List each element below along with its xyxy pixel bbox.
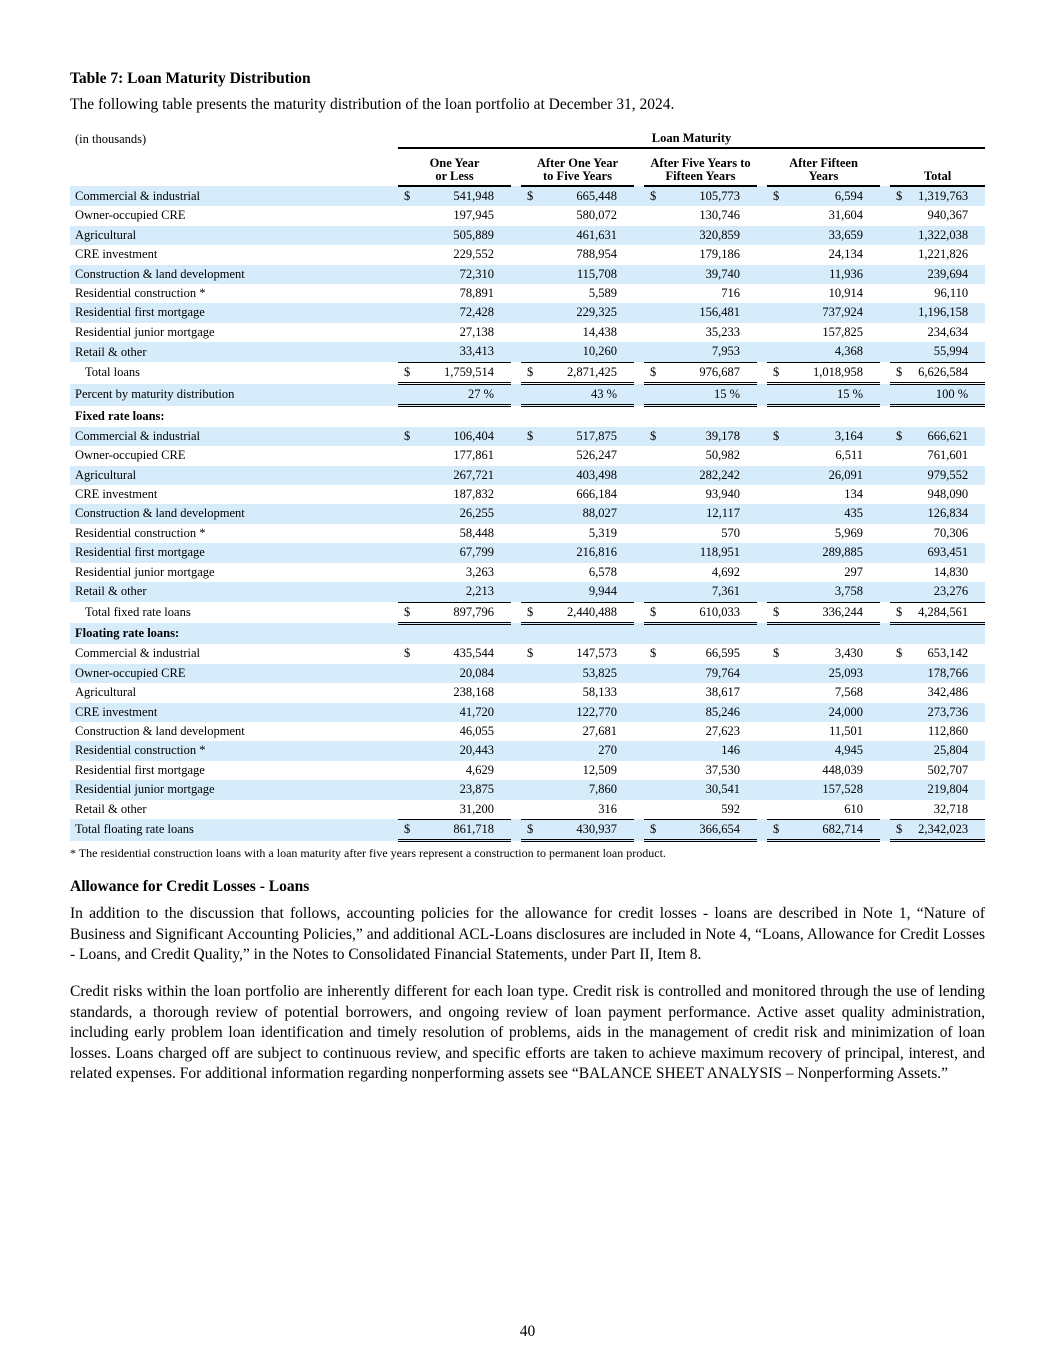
cell-value: 297	[844, 564, 863, 579]
percent-row	[70, 384, 985, 406]
cell-value: 70,306	[933, 525, 969, 540]
cell-value: 6,578	[588, 564, 617, 579]
cell-value: 11,936	[787, 265, 880, 284]
row-label: Total loans	[85, 365, 141, 380]
currency-symbol: $	[644, 819, 664, 840]
cell-value: 1,196,158	[910, 303, 985, 322]
cell-value: 33,659	[787, 226, 880, 245]
cell-value: 6,594	[787, 186, 880, 206]
currency-symbol: $	[644, 427, 664, 446]
row-label: Residential first mortgage	[70, 543, 388, 562]
row-label: Commercial & industrial	[75, 646, 200, 661]
cell-value: 115,708	[541, 265, 634, 284]
currency-symbol: $	[521, 602, 541, 623]
cell-value: 665,448	[541, 186, 634, 206]
cell-value: 43 %	[541, 384, 634, 406]
cell-value: 9,944	[541, 582, 634, 602]
cell-value: 157,528	[787, 780, 880, 799]
table-row	[70, 245, 985, 264]
cell-value: 897,796	[418, 602, 511, 623]
cell-value: 502,707	[927, 762, 969, 777]
cell-value: 682,714	[787, 819, 880, 840]
cell-value: 27 %	[418, 384, 511, 406]
row-label: Floating rate loans:	[70, 623, 388, 644]
table-row	[70, 186, 985, 206]
cell-value: 435	[787, 504, 880, 523]
table-row	[70, 466, 985, 485]
total-row	[70, 819, 985, 840]
cell-value: 1,221,826	[918, 247, 969, 262]
row-label: Retail & other	[70, 582, 388, 602]
cell-value: 79,764	[664, 664, 757, 683]
cell-value: 1,322,038	[910, 226, 985, 245]
cell-value: 3,430	[834, 646, 863, 661]
cell-value: 270	[541, 741, 634, 760]
cell-value: 96,110	[934, 286, 969, 301]
cell-value: 58,133	[582, 685, 617, 700]
cell-value: 24,000	[787, 703, 880, 722]
cell-value: 366,654	[664, 819, 757, 840]
cell-value: 716	[721, 286, 740, 301]
cell-value: 979,552	[910, 466, 985, 485]
cell-value: 336,244	[787, 602, 880, 623]
currency-symbol: $	[767, 602, 787, 623]
total-row	[70, 602, 985, 623]
cell-value: 112,860	[927, 723, 969, 738]
cell-value: 58,448	[459, 525, 494, 540]
cell-value: 187,832	[453, 487, 494, 502]
currency-symbol: $	[644, 362, 664, 383]
cell-value: 14,438	[582, 324, 617, 339]
cell-value: 435,544	[453, 646, 494, 661]
table-row	[70, 722, 985, 741]
cell-value: 156,481	[664, 303, 757, 322]
currency-symbol: $	[527, 646, 534, 661]
cell-value: 541,948	[418, 186, 511, 206]
cell-value: 157,825	[822, 324, 863, 339]
cell-value: 526,247	[576, 448, 617, 463]
column-header: After One Year to Five Years	[521, 148, 634, 186]
cell-value: 20,443	[418, 741, 511, 760]
table-row	[70, 683, 985, 702]
table-title: Table 7: Loan Maturity Distribution	[70, 70, 311, 87]
table-row	[70, 206, 985, 225]
row-label: Residential first mortgage	[70, 303, 388, 322]
table-row	[70, 226, 985, 245]
table-row	[70, 582, 985, 602]
cell-value: 403,498	[541, 466, 634, 485]
currency-symbol: $	[767, 362, 787, 383]
table-row	[70, 284, 985, 303]
cell-value: 2,342,023	[910, 819, 985, 840]
group-header: Loan Maturity	[398, 129, 985, 148]
cell-value: 72,428	[418, 303, 511, 322]
cell-value: 4,692	[711, 564, 740, 579]
cell-value: 35,233	[705, 324, 740, 339]
cell-value: 580,072	[576, 208, 617, 223]
cell-value: 219,804	[910, 780, 985, 799]
cell-value: 289,885	[787, 543, 880, 562]
table-row	[70, 741, 985, 760]
cell-value: 10,260	[541, 342, 634, 362]
cell-value: 976,687	[664, 362, 757, 383]
currency-symbol: $	[767, 186, 787, 206]
table-row	[70, 446, 985, 465]
table-row	[70, 800, 985, 820]
row-label: Construction & land development	[75, 723, 245, 738]
currency-symbol: $	[521, 819, 541, 840]
section-row	[70, 406, 985, 427]
cell-value: 570	[721, 525, 740, 540]
cell-value: 130,746	[699, 208, 740, 223]
cell-value: 12,117	[664, 504, 757, 523]
cell-value: 38,617	[705, 685, 740, 700]
cell-value: 146	[664, 741, 757, 760]
cell-value: 66,595	[705, 646, 740, 661]
cell-value: 238,168	[453, 685, 494, 700]
cell-value: 653,142	[927, 646, 969, 661]
table-row	[70, 524, 985, 543]
row-label: Retail & other	[75, 801, 147, 816]
cell-value: 6,511	[835, 448, 863, 463]
cell-value: 4,368	[787, 342, 880, 362]
cell-value: 25,804	[910, 741, 985, 760]
row-label: Construction & land development	[70, 265, 388, 284]
row-label: Commercial & industrial	[70, 427, 388, 446]
cell-value: 14,830	[933, 564, 969, 579]
footnote: * The residential construction loans with a loan maturity after five years represent a construction to permanent loan product.	[70, 846, 666, 860]
cell-value: 126,834	[910, 504, 985, 523]
cell-value: 32,718	[933, 801, 969, 816]
cell-value: 1,319,763	[910, 186, 985, 206]
cell-value: 55,994	[910, 342, 985, 362]
cell-value: 50,982	[705, 448, 740, 463]
cell-value: 177,861	[453, 448, 494, 463]
cell-value: 53,825	[541, 664, 634, 683]
loan-maturity-table	[70, 129, 985, 842]
cell-value: 10,914	[828, 286, 863, 301]
row-label: Agricultural	[70, 466, 388, 485]
row-label: CRE investment	[70, 703, 388, 722]
cell-value: 33,413	[418, 342, 511, 362]
cell-value: 948,090	[927, 487, 969, 502]
cell-value: 2,871,425	[541, 362, 634, 383]
cell-value: 5,589	[588, 286, 617, 301]
cell-value: 4,629	[465, 762, 494, 777]
currency-symbol: $	[896, 646, 903, 661]
section-heading: Allowance for Credit Losses - Loans	[70, 878, 310, 895]
cell-value: 505,889	[418, 226, 511, 245]
cell-value: 15 %	[664, 384, 757, 406]
row-label: Construction & land development	[70, 504, 388, 523]
cell-value: 666,184	[576, 487, 617, 502]
cell-value: 25,093	[787, 664, 880, 683]
cell-value: 282,242	[664, 466, 757, 485]
row-label: CRE investment	[75, 247, 158, 262]
cell-value: 37,530	[705, 762, 740, 777]
units-label: (in thousands)	[75, 131, 147, 146]
cell-value: 39,178	[664, 427, 757, 446]
cell-value: 3,164	[787, 427, 880, 446]
row-label: Retail & other	[70, 342, 388, 362]
table-row	[70, 761, 985, 780]
cell-value: 737,924	[787, 303, 880, 322]
cell-value: 940,367	[927, 208, 969, 223]
row-label: Agricultural	[70, 226, 388, 245]
cell-value: 85,246	[664, 703, 757, 722]
cell-value: 861,718	[418, 819, 511, 840]
cell-value: 100 %	[910, 384, 985, 406]
column-header: After Five Years to Fifteen Years	[644, 148, 757, 186]
cell-value: 72,310	[418, 265, 511, 284]
cell-value: 24,134	[828, 247, 863, 262]
row-label: Fixed rate loans:	[75, 408, 165, 423]
table-row	[70, 563, 985, 582]
cell-value: 234,634	[927, 324, 969, 339]
cell-value: 761,601	[927, 448, 969, 463]
cell-value: 27,681	[582, 723, 617, 738]
cell-value: 7,568	[834, 685, 863, 700]
cell-value: 592	[721, 801, 740, 816]
cell-value: 267,721	[418, 466, 511, 485]
cell-value: 118,951	[664, 543, 757, 562]
row-label: Residential junior mortgage	[75, 324, 215, 339]
cell-value: 178,766	[910, 664, 985, 683]
column-header-row	[70, 148, 985, 186]
column-header: After Fifteen Years	[767, 148, 880, 186]
currency-symbol: $	[398, 602, 418, 623]
column-header: One Year or Less	[398, 148, 511, 186]
cell-value: 23,875	[418, 780, 511, 799]
row-label: Commercial & industrial	[70, 186, 388, 206]
currency-symbol: $	[890, 602, 910, 623]
cell-value: 11,501	[829, 723, 863, 738]
cell-value: 273,736	[910, 703, 985, 722]
table-row	[70, 485, 985, 504]
row-label: Residential construction *	[75, 525, 206, 540]
paragraph: In addition to the discussion that follows, accounting policies for the allowance for credit losses - loans are described in Note 1, “Nature of Business and Significant Accounting Policies,” and additional ACL-Loans disclosures are included in Note 4, “Loans, Allowance for Credit Losses - Loans, and Credit Quality,” in the Notes to Consolidated Financial Statements, under Part II, Item 8.	[70, 905, 985, 963]
cell-value: 7,860	[541, 780, 634, 799]
currency-symbol: $	[404, 646, 411, 661]
cell-value: 610,033	[664, 602, 757, 623]
currency-symbol: $	[890, 362, 910, 383]
row-label: Residential construction *	[70, 741, 388, 760]
cell-value: 20,084	[418, 664, 511, 683]
cell-value: 461,631	[541, 226, 634, 245]
cell-value: 106,404	[418, 427, 511, 446]
cell-value: 788,954	[576, 247, 617, 262]
table-row	[70, 780, 985, 799]
column-header: Total	[890, 148, 985, 186]
cell-value: 6,626,584	[910, 362, 985, 383]
row-label: Owner-occupied CRE	[70, 664, 388, 683]
currency-symbol: $	[521, 362, 541, 383]
cell-value: 229,552	[453, 247, 494, 262]
table-row	[70, 504, 985, 523]
table-row	[70, 427, 985, 446]
cell-value: 5,319	[588, 525, 617, 540]
currency-symbol: $	[644, 602, 664, 623]
cell-value: 147,573	[576, 646, 617, 661]
cell-value: 27,623	[705, 723, 740, 738]
row-label: Residential construction *	[75, 286, 206, 301]
table-row	[70, 323, 985, 342]
cell-value: 39,740	[664, 265, 757, 284]
cell-value: 78,891	[459, 286, 494, 301]
cell-value: 7,953	[664, 342, 757, 362]
cell-value: 4,945	[787, 741, 880, 760]
currency-symbol: $	[398, 427, 418, 446]
cell-value: 93,940	[705, 487, 740, 502]
currency-symbol: $	[773, 646, 780, 661]
cell-value: 26,091	[787, 466, 880, 485]
row-label: CRE investment	[75, 487, 158, 502]
currency-symbol: $	[890, 427, 910, 446]
table-row	[70, 303, 985, 322]
cell-value: 23,276	[910, 582, 985, 602]
table-row	[70, 703, 985, 722]
currency-symbol: $	[890, 819, 910, 840]
cell-value: 12,509	[582, 762, 617, 777]
table-row	[70, 342, 985, 362]
cell-value: 7,361	[664, 582, 757, 602]
cell-value: 1,018,958	[787, 362, 880, 383]
table-intro: The following table presents the maturity distribution of the loan portfolio at December 31, 2024.	[70, 96, 675, 113]
cell-value: 216,816	[541, 543, 634, 562]
row-label: Total fixed rate loans	[85, 605, 191, 620]
page-number: 40	[519, 1323, 536, 1340]
cell-value: 239,694	[910, 265, 985, 284]
row-label: Total floating rate loans	[70, 819, 388, 840]
currency-symbol: $	[650, 646, 657, 661]
row-label: Owner-occupied CRE	[75, 448, 186, 463]
currency-symbol: $	[521, 427, 541, 446]
cell-value: 320,859	[664, 226, 757, 245]
table-header-row	[70, 129, 985, 148]
row-label: Owner-occupied CRE	[75, 208, 186, 223]
currency-symbol: $	[398, 819, 418, 840]
cell-value: 46,055	[459, 723, 494, 738]
table-row	[70, 664, 985, 683]
currency-symbol: $	[767, 427, 787, 446]
cell-value: 197,945	[453, 208, 494, 223]
cell-value: 693,451	[910, 543, 985, 562]
cell-value: 1,759,514	[418, 362, 511, 383]
currency-symbol: $	[521, 186, 541, 206]
cell-value: 31,200	[459, 801, 494, 816]
cell-value: 3,263	[465, 564, 494, 579]
cell-value: 2,213	[418, 582, 511, 602]
cell-value: 316	[598, 801, 617, 816]
table-row	[70, 644, 985, 663]
row-label: Residential junior mortgage	[75, 564, 215, 579]
cell-value: 430,937	[541, 819, 634, 840]
row-label: Residential junior mortgage	[70, 780, 388, 799]
paragraph: Credit risks within the loan portfolio are inherently different for each loan type. Credit risk is controlled and monitored through the use of lending standards, a thorough review of potential borrowers, and ongoing review of loan payment performance. Active asset quality administration, including early problem loan identification and timely resolution of problems, aids in the management of credit risk and minimization of loan losses. Loans charged off are subject to continuous review, and specific efforts are taken to achieve maximum recovery of principal, interest, and related expenses. For additional information regarding nonperforming assets see “BALANCE SHEET ANALYSIS – Nonperforming Assets.”	[70, 983, 985, 1082]
cell-value: 30,541	[664, 780, 757, 799]
cell-value: 342,486	[927, 685, 969, 700]
row-label: Percent by maturity distribution	[70, 384, 388, 406]
cell-value: 88,027	[541, 504, 634, 523]
cell-value: 4,284,561	[910, 602, 985, 623]
cell-value: 31,604	[828, 208, 863, 223]
cell-value: 666,621	[910, 427, 985, 446]
row-label: Agricultural	[75, 685, 137, 700]
cell-value: 134	[844, 487, 863, 502]
cell-value: 3,758	[787, 582, 880, 602]
table-row	[70, 265, 985, 284]
cell-value: 105,773	[664, 186, 757, 206]
table-row	[70, 543, 985, 562]
currency-symbol: $	[890, 186, 910, 206]
currency-symbol: $	[398, 186, 418, 206]
cell-value: 517,875	[541, 427, 634, 446]
cell-value: 41,720	[418, 703, 511, 722]
cell-value: 229,325	[541, 303, 634, 322]
row-label: Residential first mortgage	[75, 762, 205, 777]
currency-symbol: $	[767, 819, 787, 840]
cell-value: 67,799	[418, 543, 511, 562]
currency-symbol: $	[644, 186, 664, 206]
cell-value: 26,255	[418, 504, 511, 523]
currency-symbol: $	[398, 362, 418, 383]
cell-value: 179,186	[699, 247, 740, 262]
cell-value: 15 %	[787, 384, 880, 406]
section-row	[70, 623, 985, 644]
cell-value: 610	[844, 801, 863, 816]
cell-value: 27,138	[459, 324, 494, 339]
cell-value: 122,770	[541, 703, 634, 722]
cell-value: 2,440,488	[541, 602, 634, 623]
cell-value: 5,969	[834, 525, 863, 540]
total-row	[70, 362, 985, 383]
cell-value: 448,039	[822, 762, 863, 777]
